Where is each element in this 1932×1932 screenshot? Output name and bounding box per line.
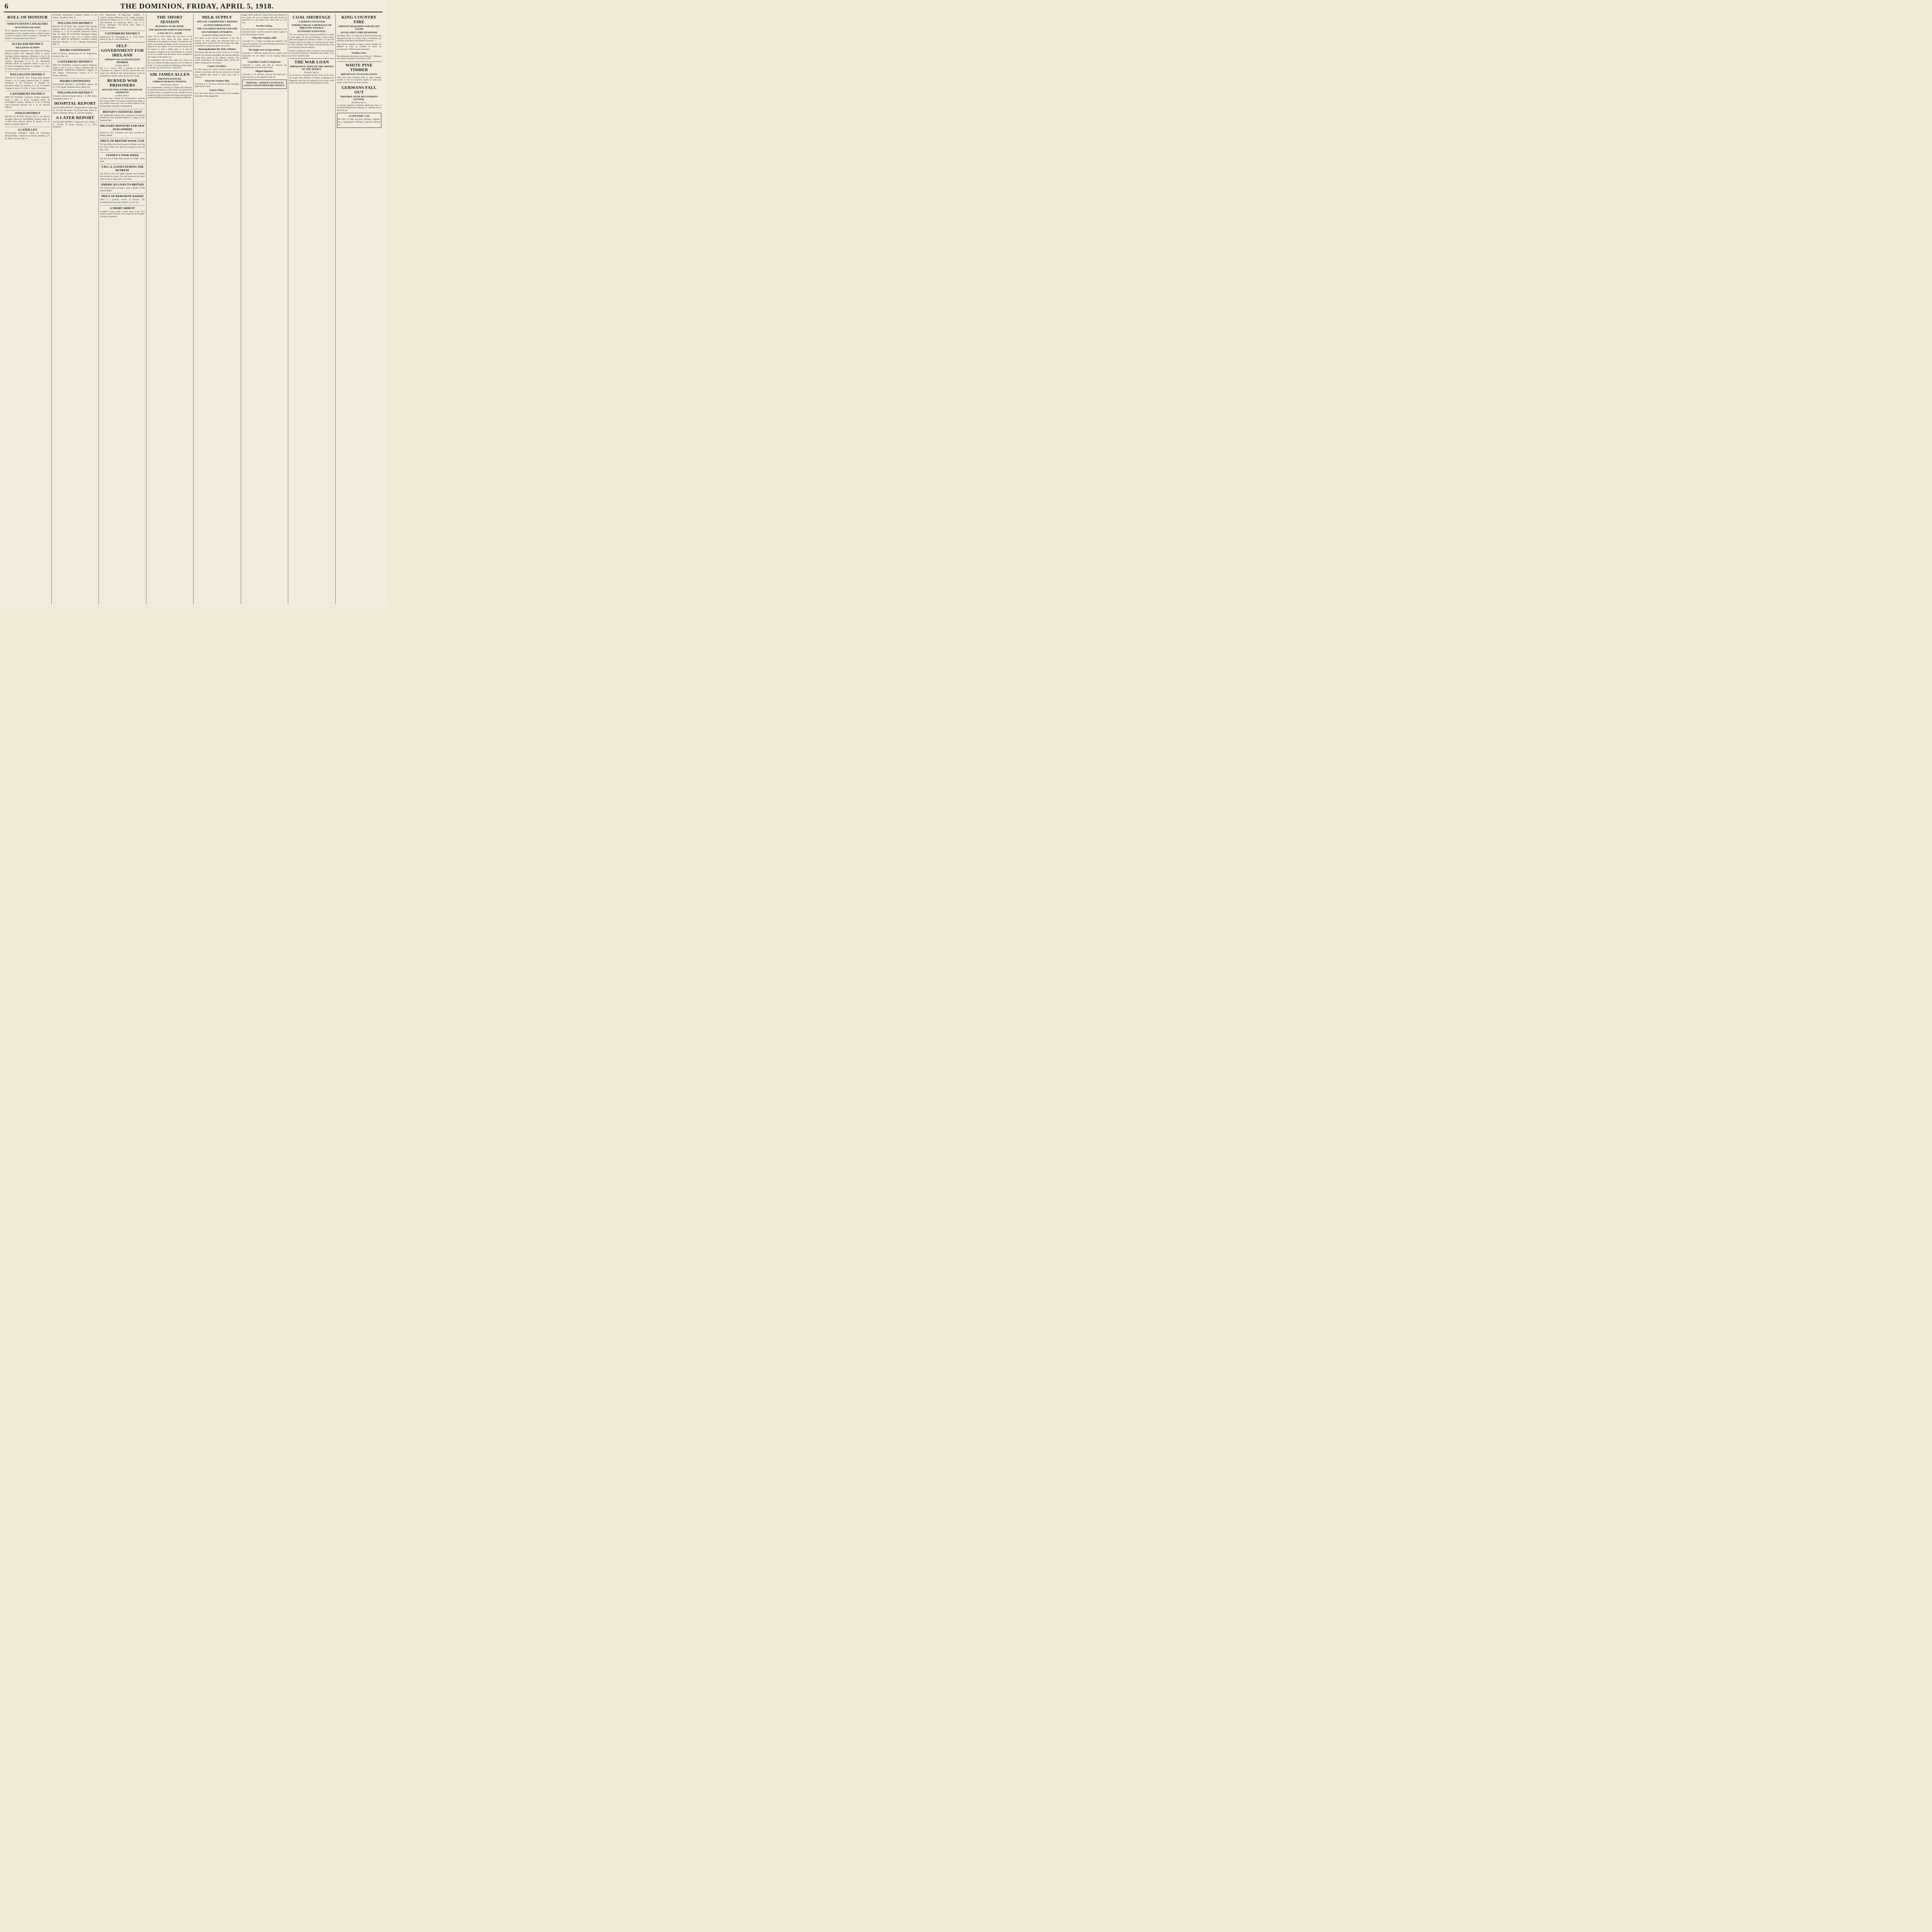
short-session-sub3: CASE OF P. C. WEBB bbox=[157, 32, 182, 35]
tank-text: The first day of Tank Week realised £173,680.—Press Assn. bbox=[100, 158, 145, 163]
hospital-report-heading: HOSPITAL REPORT bbox=[54, 101, 96, 106]
column-8 bbox=[335, 14, 383, 604]
roll-intro: Of 97 casualties reported yesterday, 17 are deaths. A classification of the casualties follows: Killed in action 5; Died of wounds 4; Died of sickness 1; Wounded 79. Totals 97. Detailed particulars follow:— bbox=[5, 30, 50, 40]
milk-sub1: SPECIAL COMMITTEE'S REPORT bbox=[197, 20, 238, 23]
honours-heading: MILITARY HONOURS FOR NEW ZEALANDERS bbox=[100, 123, 145, 131]
col2-text6: Wounded, Admitted Hospital. Rikes, L. H. (Mrs. Rikes, Porangahau), March 31. bbox=[53, 95, 97, 100]
germans-sub: TROUBLE OVER MYSTERIOUS LETTER. bbox=[340, 95, 378, 101]
newspaper-page bbox=[0, 0, 386, 607]
page-number: 6 bbox=[5, 2, 9, 10]
car-advertisement bbox=[337, 113, 382, 128]
fire-text2: Total amount required to make it barely possible for sufferers to carry on £10,000, of which we provisionally £7000 has been subscribed. bbox=[337, 43, 381, 51]
fire-sub2: AUCKLAND'S FIRE RESPONSE. bbox=[340, 31, 378, 34]
self-government-dateline: London, April 3. bbox=[115, 64, 129, 67]
column-2 bbox=[51, 14, 99, 604]
prisoners-heading: BURNED WAR PRISONERS bbox=[107, 78, 138, 88]
col2-text2: KILLED IN ACTION. New Zealand Rifle Brigade. Hopkins, 2nd Lt. V. P. (A. P. Hopkins, Bulls), Mar. 31. Lancaster, G. C. (E. B. Lancaster, Palmerston North), Mar. 29. DIED OF WOUNDS. Wellington Infantry Regiment. Jackson, L.-Sgt. J. (C. E. Jackson, India), Mar. 31. DIED OF SICKNESS. Canterbury Infantry Regiment. Morgan, J. S. (W. J. Morgan, Dannevirke), Mar. 31. bbox=[53, 26, 97, 46]
col2-text3: Died of Sickness. Rangitawhiti, W. (E. Rangitawhiti, Korinioti, Mar. 31). bbox=[53, 52, 97, 58]
milk-sub5: OTHER SCHEMES PROJECTED. bbox=[202, 34, 232, 37]
col2-text4: DIED OF SICKNESS. Canterbury Infantry Regiment. Tanks, L.-Cpl. A. E. (E. G. Tanks, St. Albans), Mar. 30. WOUNDED, ADMITTED HOSPITAL. Elggins, W. (Mr. Elggins, Christchurch). Gordon, R. G. (A. Gordon, Balmain). bbox=[53, 64, 97, 77]
milk-sub4: NO FURTHER ATTEMPTS bbox=[202, 31, 233, 34]
self-government-sub: OPINION OF A CONVENTION MEMBER. bbox=[105, 58, 140, 64]
war-loan-heading: THE WAR LOAN bbox=[294, 60, 329, 65]
kerosene-heading: PRICE OF KEROSENE RAISED bbox=[100, 193, 145, 198]
germans-dateline: Auckland, April 4. bbox=[351, 101, 367, 104]
col6-text3: Councillor D. J. Wright seconded the resolution. He said that Councillor Norwood had taken great pains in dealing with this matter. bbox=[242, 40, 287, 48]
col2-text1: Divisional Employment Company. Allison, A. (H. Allison, Wyndham), Mar. 31. bbox=[53, 14, 97, 19]
short-session-heading: THE SHORT SESSION bbox=[156, 15, 183, 24]
later-report-heading: A LATER REPORT bbox=[56, 116, 95, 121]
germans-text: A German interned at Motuihi Island has been in Auckland Hospital since February 11, suffering from a fractured jaw. bbox=[337, 104, 381, 112]
milk-what-heading: What the Vendors Did. bbox=[204, 79, 230, 82]
kerosene-text: There is a growing scarcity of kerosene. The proclaimed price has been raised by 1d. per case. bbox=[100, 199, 145, 204]
col2-wellington-heading: WELLINGTON DISTRICT bbox=[53, 20, 98, 25]
otago-heading: OTAGO DISTRICT bbox=[5, 110, 50, 115]
prisoners-sub: BAYONETING STORY DENIED BY GERMANY. bbox=[102, 88, 143, 94]
short-session-sub2: THE REINFORCEMENT QUESTION bbox=[148, 29, 191, 31]
col3-text1: Still Dangerously Ill—Improving. Abapsoo, J., 14/3271, Kaitaia. M'Kinnon, E. B., 18/846, Wanganui. Seriously Ill. Maisey, Lt. R. F. 24/2.1, 11/898, Mahoe. Still Seriously Ill—Improving. Rosch, Cpl. C. C., 24/111, Wellington. Not Severe Cases. Allen, G., 35/898, Wellington. bbox=[100, 14, 145, 29]
killed-heading: KILLED IN ACTION bbox=[15, 46, 39, 49]
wool-heading: PRICE OF BRITISH WOOL CLIP bbox=[100, 138, 145, 143]
column-3 bbox=[99, 14, 146, 604]
canterbury-text: DIED OF WOUNDS. Canterbury Infantry Regiment. Bruce, J. (Mrs. G. Bruce, Scotland), March 30. WOUNDED. Artillery. Herring, E. A. (F. F. Herring, Cape Foulwind), Ricketts, Sdr. C. N. (E. Ricketts, Rakino). bbox=[5, 96, 50, 109]
col2-text5: AUCKLAND DISTRICT. WOUNDED. Ngatai, 2nd Lt. T. (H. Ngatai, Whakarewarewa, March 31). bbox=[53, 83, 97, 88]
column-7 bbox=[288, 14, 335, 604]
coal-sub3: ECONOMY ESSENTIAL bbox=[298, 30, 326, 33]
loan-text: The United States has made a loan to Britain of 200 million dollars. bbox=[100, 187, 145, 192]
col6-alleged-heading: Alleged Injustice. bbox=[255, 70, 274, 73]
ymca-heading: Y.M.C.A. LOSSES DURING THE RETREAT bbox=[100, 164, 145, 172]
col2-text8: AUCKLAND DISTRICT. Dangerously Ill. Gallant, T. A., 42/1811, Te Aroha. Mischer, C. L., 29/75, Northcote. bbox=[53, 121, 97, 129]
allen-heading: SIR JAMES ALLEN bbox=[150, 72, 190, 77]
col6-text6: Councillor A. H. Atkinson said that the report put a grave injustice on the suppliers of the city. bbox=[242, 73, 287, 78]
loan-heading: AMERICAN LOAN TO BRITAIN bbox=[100, 182, 145, 186]
coal-sub2: STRIKES MEAN A SHORTAGE OF 6000 TONS WEEKLY bbox=[291, 24, 332, 29]
col3-canterbury-heading: CANTERBURY DISTRICT bbox=[100, 31, 145, 35]
fire-heading: KING COUNTRY FIRE bbox=[341, 15, 377, 24]
short-session-sub1: BUSINESS TO BE DONE bbox=[155, 25, 184, 28]
milk-text4: Councillor D. G. Norwood, chairman of the committee, spoke on the report. bbox=[195, 83, 240, 88]
later-list-heading: A LATER LIST bbox=[5, 127, 50, 131]
col6-text2: The result of the committee's inquiries led them to the conclusion that it would be proper for them to agree to the Clearing House scheme. bbox=[242, 28, 287, 36]
col2-text7: AUCKLAND DISTRICT. Dangerously Ill. Olsen, Sgt. W., 12/5158, Devonport. Not Severe Cases. Ames, N., 25/821, Ashburton. Brown, F., 24/1269, Otahuhu. bbox=[53, 107, 97, 114]
col2-maori-heading: MAORI CONTINGENT bbox=[53, 47, 98, 52]
allen-text: At a representative meeting of citizens this afternoon an illuminated address in album form was presented to Sir James Allen in recognition of the valuable services rendered by him to the State and Empire during the ten months he filled the position of Acting Prime Minister. bbox=[147, 86, 192, 99]
pine-heading: WHITE PINE TIMBER bbox=[345, 63, 373, 72]
auckland-text: Auckland Infantry Regiment. Prev. Reported Missing, Believed Killed, Now Reported Killed in Action. Auckland Infantry Regiment. M'Kenzie, L.-Cpl. R. B. (Mr. R. M'Kenzie, Otorohi), March 28. WOUNDED. Artillery. Macdonald, F. E. S. (H. Macdonald, Ellerslie), March 29. Engineers. Burns, L.-Cpl. H. C. (G. Burns, Kingsland), March 29. Tennant, T. J. (Mrs. E. Turner, England), March 29. bbox=[5, 50, 50, 70]
col2-maori2-heading: MAORI CONTINGENT bbox=[53, 78, 98, 83]
roll-heading: ROLL OF HONOUR bbox=[7, 15, 48, 20]
arrest-text: Constable Garvey made a smart arrest to-day. Two brothers named Windsor were wanted for the burglary of boats at Auckland. bbox=[100, 210, 145, 218]
allen-dateline: Christchurch, April 4. bbox=[160, 83, 179, 86]
col6-text5: Councillor J. Castle said that he believed the committee had done much good work. bbox=[242, 64, 287, 69]
coal-sub1: A SERIOUS OUTLOOK bbox=[298, 20, 325, 23]
wellington-heading: WELLINGTON DISTRICT bbox=[5, 71, 50, 76]
self-government-text: Mr. S. L. Gwynn, M.P., a member of the Irish Convention, in a speech at Galway, said he had every belief and confidence that self-government would be established in Ireland within the next few months. bbox=[100, 67, 145, 77]
milk-text2: The Mayor said that the council could not if it chose prevent the business proceeding, the precious question having been raised at the ordinary meeting. This would, according to the standing orders, prevent the matter coming up for six months. bbox=[195, 51, 240, 64]
later-list-text: AUCKLAND DISTRICT. DIED OF WOUNDS. Mounted Rifles—Machine Gun Section. Brikshaw, J. P. (E. Mayor, Victoria, Apr. 1). bbox=[5, 132, 50, 140]
car-ad-text: Mr. John W. Betts, the great efficiency engineer, has, in designing the "Mitchell," aimed at a lifetime car. bbox=[338, 118, 380, 126]
coal-text2: Winter is coming on with a scarcity of coal in prospect for household purposes. Fortunately the weather so far has been extremely mild. bbox=[289, 49, 334, 57]
short-session-text2: No arrangement has yet been made as to who is to move the Address-in-Reply question, but it is likely to be Mr. J. P. Luke, member for Wellington North. There is also the case of Private P. C. Webb, M.P. bbox=[147, 59, 192, 70]
rhenol-ad-heading: "RHENOL" (SHAVE'S ESSENCE) SAVES COUGH MIXTURE MONEY. bbox=[243, 82, 285, 87]
pine-text: There have been demands made by dairy interests recently to have the available supplies of white pine timber conserved for the dairy industry. bbox=[337, 76, 381, 84]
milk-future-heading: Future Policy. bbox=[209, 88, 225, 92]
ymca-text: The Y.M.C.A. has lost eighty canteens and recreation huts during the retreat. The staff destroyed the stores when it was no longer able to use them. bbox=[100, 173, 145, 180]
germans-heading: GERMANS FALL OUT bbox=[341, 85, 377, 95]
col3-text2: Dangerously Ill. Cunningham, P. A., 11/68, Hilton. Harwood, Sgt. P., 11/58, Ashburton. bbox=[100, 36, 145, 41]
milk-sub3: THE CLEARING HOUSE FAILURE bbox=[197, 27, 238, 30]
milk-text5: As to the future policy of the council, the committee had made certain suggestions. bbox=[195, 92, 240, 97]
short-session-text1: There will be much matter that was more or less unexpected to come before the short session of Parliament to be opened on Tuesday. The business that had to come before the House and the Council was the approval of the Speech of the Governor-General and the motion to send a fitting reply to it, and the extension of support for the Government for a period of, say, six months until the House can be prepared to vote supply in the regular way. bbox=[147, 36, 192, 58]
roll-sub: NINETY-SEVEN CASUALTIES bbox=[5, 21, 50, 26]
milk-text1: The report of the Special Committee of the City Council on milk supply was discussed fully at a meeting of the council held for the purpose last night. A resolution to adopt the report was carried. bbox=[195, 37, 240, 47]
divider bbox=[100, 42, 145, 43]
col2-canterbury-heading: CANTERBURY DISTRICT bbox=[53, 59, 98, 63]
fire-sub1: AMOUNT REQUIRED FOR RELIEF, £10,000 bbox=[338, 25, 380, 31]
column-5 bbox=[193, 14, 241, 604]
wool-text: The War Office has fixed the price of British wool clip for 1918 at 50 per cent. above the average for June and July, 1914. bbox=[100, 143, 145, 151]
canterbury-heading: CANTERBURY DISTRICT bbox=[5, 91, 50, 95]
column-6 bbox=[241, 14, 288, 604]
allen-sub: PRESENTATION BY CHRISTCHURCH CITIZENS. bbox=[153, 77, 187, 83]
column-4 bbox=[146, 14, 194, 604]
col6-text4: Councillor L. M'Kenzie agreed that the vendors were responsible for the failure of the Clearing House scheme. bbox=[242, 52, 287, 60]
auckland-heading: AUCKLAND DISTRICT bbox=[5, 41, 50, 46]
milk-causes-heading: Causes of Failure. bbox=[207, 65, 227, 68]
debt-text: The Independent Labour Party Conference at Leicester debated the most equitable method of wiping out the National Debt. bbox=[100, 114, 145, 122]
col6-text1: supply office under the council and at the pleasure of the council. He was of opinion that milk should be purchased on a per gallon basis rather than at a flat rate. bbox=[242, 14, 287, 24]
prisoners-dateline: London, April 3. bbox=[115, 95, 129, 97]
fire-text1: The Mayor (Mr. J. P. Luke) has received the following telegram from Mr. W. J. Berry, Mayor of Ohakune, and chairman of the Bush Fires Relief Committee:— bbox=[337, 35, 381, 43]
rhenol-advertisement bbox=[242, 80, 287, 89]
col6-right-heading: The Right Sort of Operations. bbox=[248, 48, 281, 51]
war-loan-text: In an interview regarding the War Loan, the Rt. Hon. Sir Joseph Ward, Minister of Finance, emphasised the imperative need for war purposes of the whole of the money that the public are being asked to provide. bbox=[289, 74, 334, 85]
col2-wellington2-heading: WELLINGTON DISTRICT bbox=[53, 90, 98, 94]
debt-heading: BRITAIN'S NATIONAL DEBT bbox=[100, 109, 145, 114]
pine-sub: IMPORTANT INVESTIGATION. bbox=[340, 73, 378, 76]
otago-text: KILLED IN ACTION. Record, Cpl. A. (A. Record, Dunedin), March 29. WOUNDED. Artillery. Allan, W. J. (Miss Allan, Roslyn), March 29. Bunter, J. R. (J. Bunter, Scotland), March 29. bbox=[5, 116, 50, 126]
milk-text3: For this reason the council decided against the big scheme. It had been said that the farmers never would have fulfilled their threat to divert their milk to factories. bbox=[195, 68, 240, 79]
col6-nodelay-heading: No More Delay. bbox=[256, 25, 273, 28]
coal-heading: COAL SHORTAGE bbox=[293, 15, 331, 20]
milk-heading: MILK SUPPLY bbox=[202, 15, 232, 20]
masthead-title: THE DOMINION, FRIDAY, APRIL 5, 1918. bbox=[120, 2, 274, 10]
col6-susp-heading: Councillor Castle is Suspicious. bbox=[247, 60, 281, 63]
car-ad-heading: A LIFETIME CAR. bbox=[348, 115, 370, 118]
tank-heading: SYDNEY'S TANK WEEK bbox=[100, 152, 145, 157]
divider bbox=[289, 58, 334, 59]
arrest-heading: A SMART ARREST bbox=[100, 205, 145, 210]
honours-text: Twenty-six New Zealanders have been awarded the Military Medal. bbox=[100, 132, 145, 137]
fire-further-heading: Further Lists. bbox=[351, 51, 367, 54]
self-government-heading: SELF-GOVERNMENT FOR IRELAND bbox=[101, 43, 144, 58]
column-1 bbox=[4, 14, 51, 604]
masthead bbox=[4, 2, 383, 12]
milk-muni-heading: Municipalisation the Only Solution. bbox=[198, 48, 236, 51]
col6-vendors-heading: What the Vendors Did. bbox=[252, 37, 277, 40]
milk-sub2: ACTION IMPERATIVE bbox=[204, 24, 231, 27]
coal-text1: The coal shortage that is being experienced in a more or less degree all over the Dominion is more serious than most people are inclined to believe. To state the position briefly, the supply of coal from all the mines in New Zealand, even though working full time, does not at present meet the demand. bbox=[289, 34, 334, 49]
prisoners-text: A White Paper contains the correspondence between the Foreign Office of Germany regarding the death of the seamen Greenwood, who was taken prisoner in the Jutland Battle, and died at Brandenburg. bbox=[100, 97, 145, 107]
fire-text3: The additional subscriptions are as follows:—Members of Licensed Victuallers' Association, £100. bbox=[337, 55, 381, 60]
divider bbox=[337, 61, 382, 62]
roll-sub2: SEVENTEEN DEATHS bbox=[14, 26, 41, 29]
wellington-text: KILLED IN ACTION. New Zealand Rifle Brigade. Cooper, C. (S. S. Cooper, Waipawa), Mar. 27. Artillery. Thompson, S. (D. Thompson, 37 Islington St., Ponsonby), March 29. Bennett, A. E. (E. W. Bennett, Taradale), Carter, A. B. (Mrs. F. Carter, Te Karaka). bbox=[5, 77, 50, 90]
war-loan-dateline: Dunedin, April 4. bbox=[304, 71, 319, 74]
war-loan-sub: IMPERATIVE NEED OF THE WHOLE OF THE MONEY. bbox=[289, 65, 334, 71]
